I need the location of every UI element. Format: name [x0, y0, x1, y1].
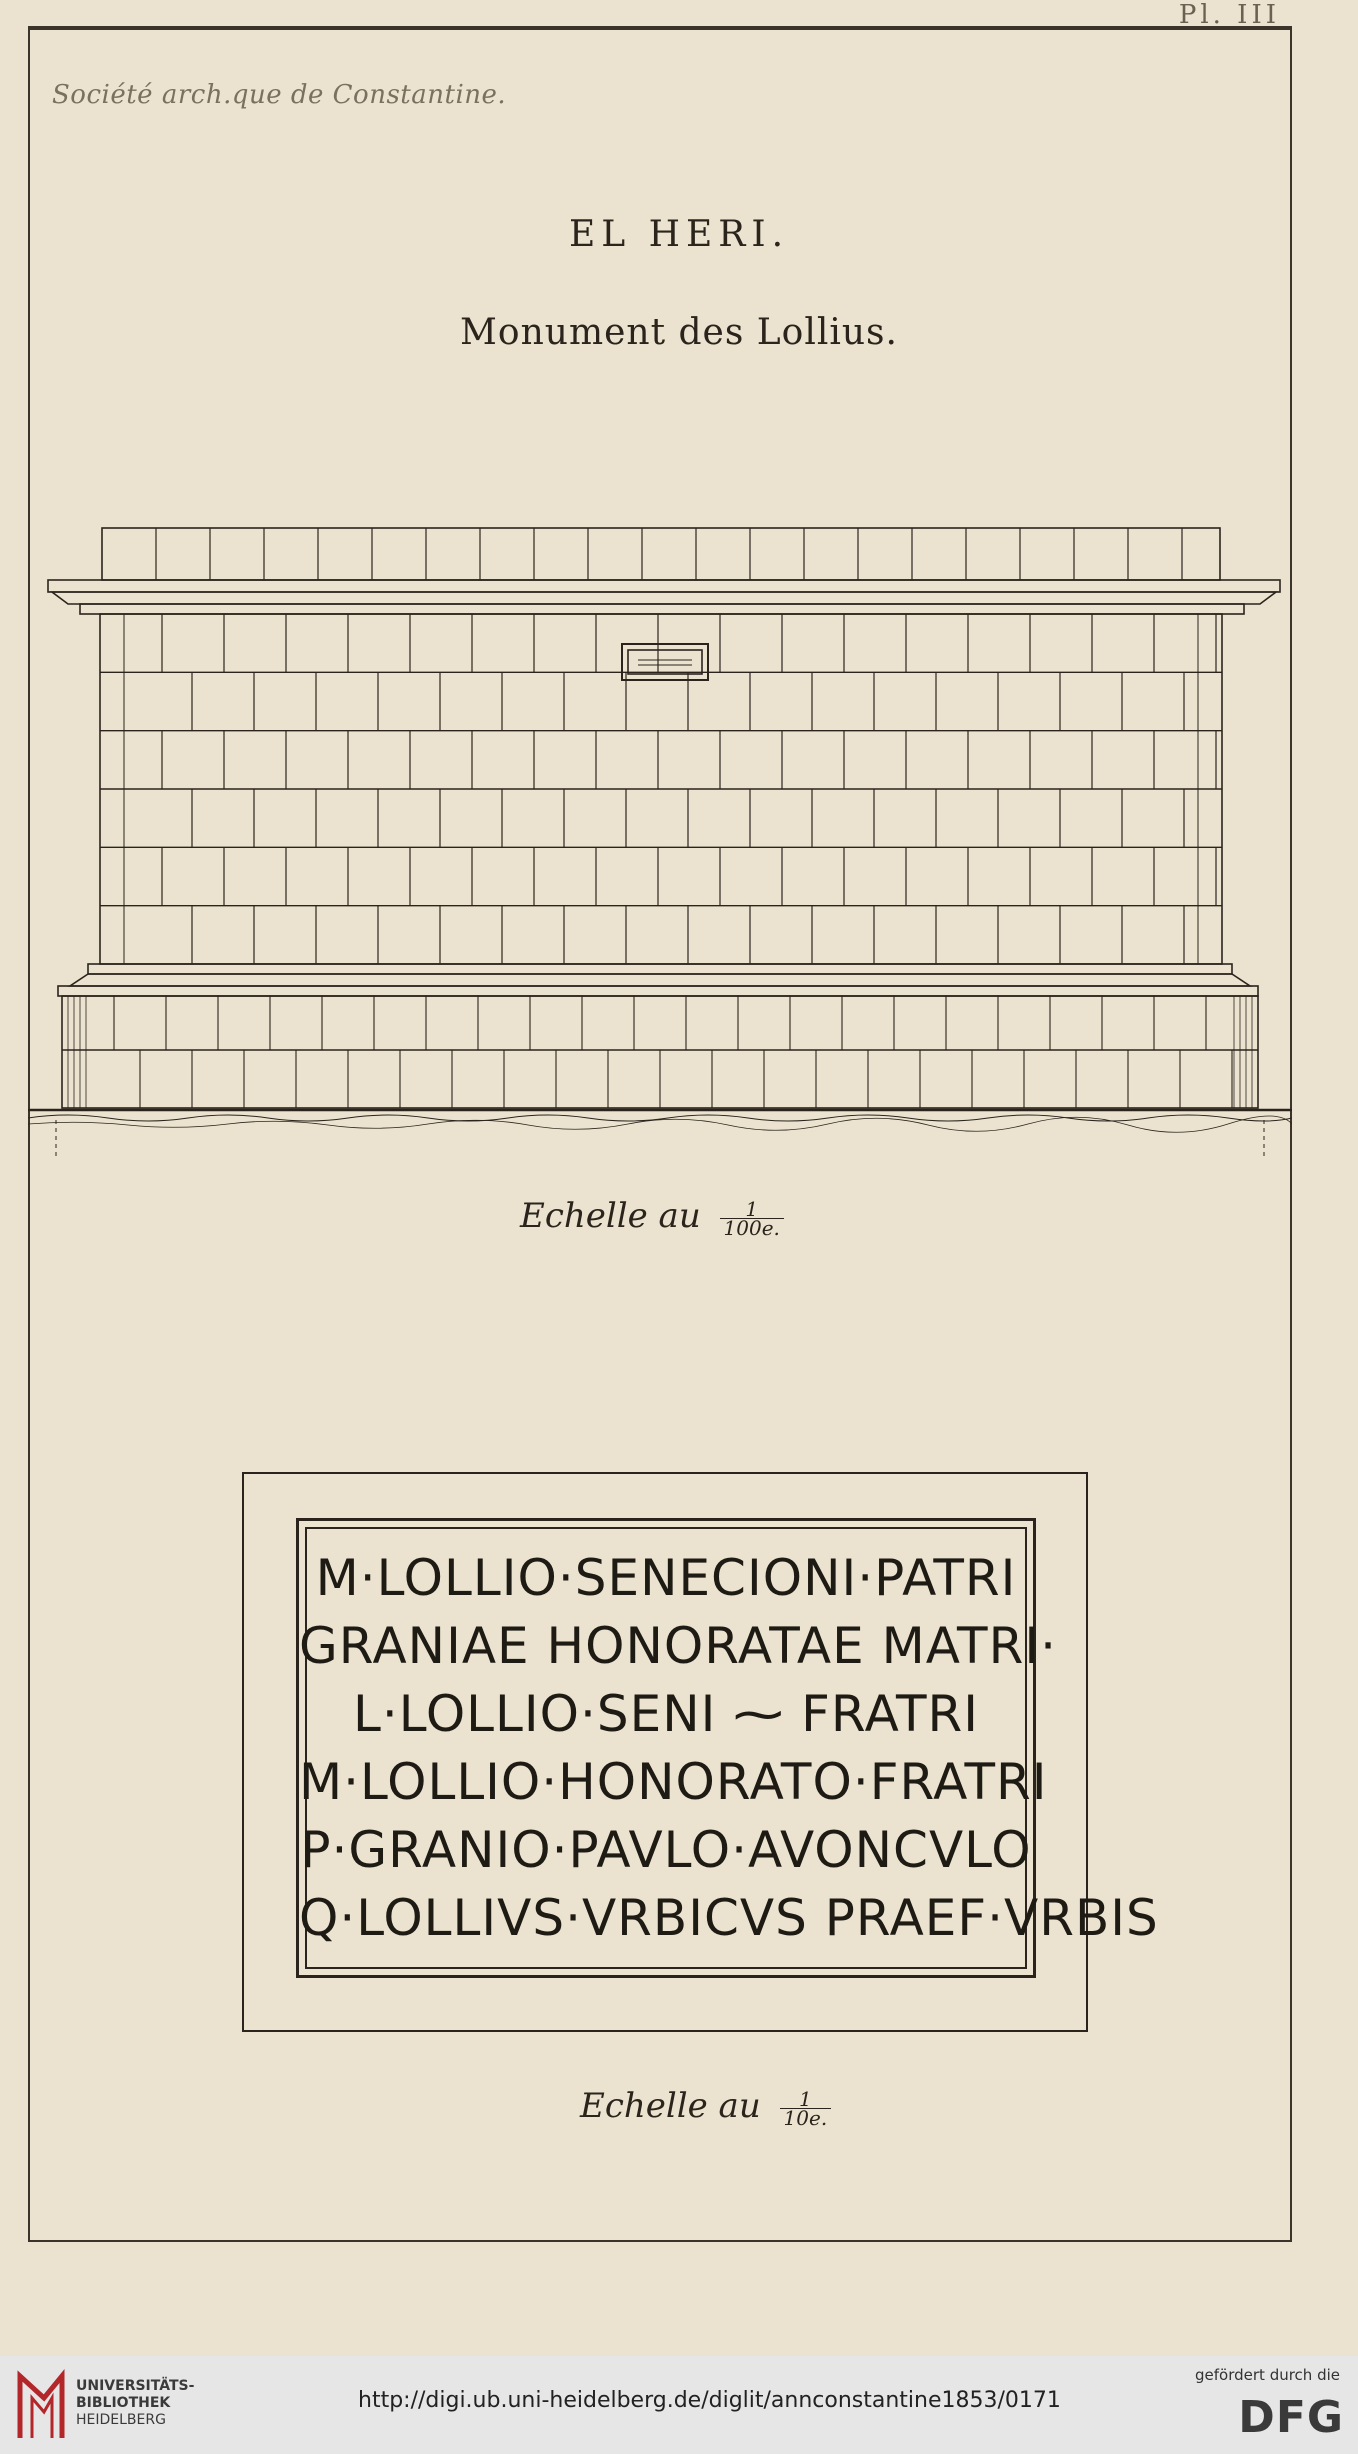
elevation-scale-label: Echelle au	[520, 1196, 701, 1236]
monument-elevation-drawing	[28, 520, 1292, 1160]
inscription-scale-label: Echelle au	[580, 2086, 761, 2126]
society-caption: Société arch.que de Constantine.	[52, 80, 507, 110]
inscription-line-5: P·GRANIO·PAVLO·AVONCVLO	[300, 1821, 1032, 1879]
elevation-scale-fraction	[720, 1196, 784, 1240]
inscription-line-6: Q·LOLLIVS·VRBICVS PRAEF·VRBIS	[299, 1889, 1159, 1947]
permalink-url[interactable]: http://digi.ub.uni-heidelberg.de/diglit/annconstantine1853/0171	[358, 2388, 1061, 2413]
inscription-line-3: L·LOLLIO·SENI ⁓ FRATRI	[353, 1685, 979, 1743]
elevation-scale-numerator: 1	[720, 1200, 784, 1219]
elevation-scale-denominator: 100e.	[723, 1215, 780, 1240]
elevation-scale-caption	[520, 1196, 784, 1240]
inscription-scale-fraction	[780, 2086, 832, 2130]
inscription-scale-numerator: 1	[780, 2090, 832, 2109]
footer-bar	[0, 2356, 1358, 2454]
dfg-logo: DFG	[1238, 2392, 1344, 2443]
library-name-line-1: UNIVERSITÄTS-	[76, 2378, 195, 2394]
page-subtitle: Monument des Lollius.	[460, 312, 898, 353]
university-library-name	[76, 2378, 194, 2429]
university-library-logo-icon	[14, 2368, 68, 2440]
inscription-panel	[242, 1472, 1159, 2032]
inscription-line-2: GRANIAE HONORATAE MATRI·	[299, 1617, 1057, 1675]
inscription-line-4: M·LOLLIO·HONORATO·FRATRI	[299, 1753, 1048, 1811]
library-name-line-3: HEIDELBERG	[76, 2412, 166, 2428]
library-name-line-2: BIBLIOTHEK	[76, 2395, 171, 2411]
inscription-scale-caption	[580, 2086, 831, 2130]
page-title: EL HERI.	[568, 214, 790, 255]
sponsor-caption: gefördert durch die	[1195, 2366, 1340, 2384]
plate-number: Pl. III	[1178, 0, 1280, 30]
inscription-scale-denominator: 10e.	[783, 2105, 828, 2130]
inscription-line-1: M·LOLLIO·SENECIONI·PATRI	[315, 1549, 1017, 1607]
inscription-tablet	[296, 1518, 1159, 1978]
